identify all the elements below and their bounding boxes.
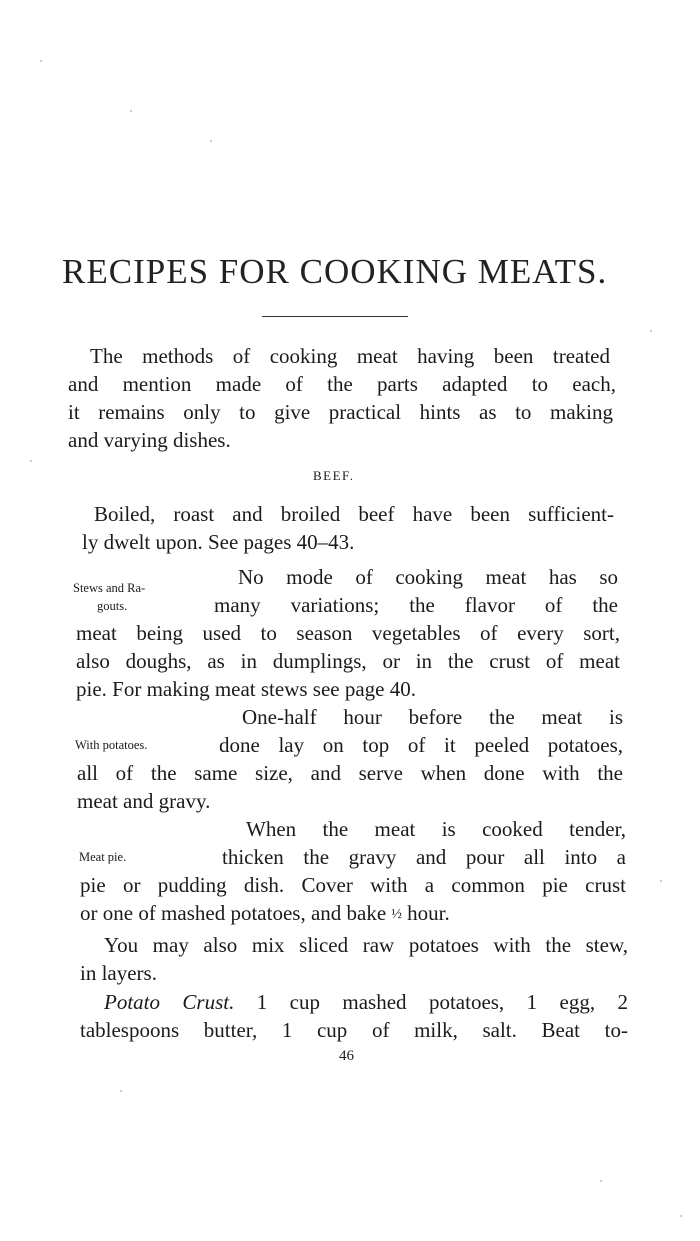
intro-line-4: and varying dishes. <box>68 428 231 452</box>
pie-line-1: When the meat is cooked tender, <box>246 817 626 841</box>
sidenote-with-potatoes: With potatoes. <box>75 738 148 752</box>
stews-line-2: many variations; the flavor of the <box>214 593 618 617</box>
paper-speck <box>30 460 32 462</box>
stews-line-4: also doughs, as in dumplings, or in the crust of meat <box>76 649 620 673</box>
paper-speck <box>650 330 652 332</box>
crust-line-1 <box>104 988 628 1016</box>
half-fraction: ½ <box>391 907 402 922</box>
intro-line-2: and mention made of the parts adapted to each, <box>68 372 616 396</box>
title-rule <box>262 316 408 317</box>
stews-line-5: pie. For making meat stews see page 40. <box>76 677 416 701</box>
beef-line-1: Boiled, roast and broiled beef have been sufficient- <box>94 502 614 526</box>
paper-speck <box>130 110 132 112</box>
paper-speck <box>680 1215 682 1217</box>
sidenote-stews-1: Stews and Ra- <box>73 581 146 595</box>
layers-line-2: in layers. <box>80 961 157 985</box>
pie-line-2: thicken the gravy and pour all into a <box>222 845 626 869</box>
beef-line-2: ly dwelt upon. See pages 40–43. <box>82 530 355 554</box>
pie-line-4-end: hour. <box>401 901 450 925</box>
pie-line-3: pie or pudding dish. Cover with a common pie crust <box>80 873 626 897</box>
potatoes-line-4: meat and gravy. <box>77 789 211 813</box>
intro-line-3: it remains only to give practical hints as to making <box>68 400 613 424</box>
paper-speck <box>210 140 212 142</box>
sidenote-meat-pie: Meat pie. <box>79 850 127 864</box>
crust-line-2: tablespoons butter, 1 cup of milk, salt. Beat to- <box>80 1018 628 1042</box>
paper-speck <box>660 880 662 882</box>
intro-line-1: The methods of cooking meat having been treated <box>90 344 610 368</box>
potatoes-line-1: One-half hour before the meat is <box>242 705 623 729</box>
potatoes-line-3: all of the same size, and serve when done with the <box>77 761 623 785</box>
paper-speck <box>40 60 42 62</box>
page-number: 46 <box>339 1048 354 1064</box>
potatoes-line-2: done lay on top of it peeled potatoes, <box>219 733 623 757</box>
pie-line-4-text: or one of mashed potatoes, and bake <box>80 901 392 925</box>
pie-line-4 <box>80 899 450 929</box>
stews-line-1: No mode of cooking meat has so <box>238 565 618 589</box>
stews-line-3: meat being used to season vegetables of every sort, <box>76 621 620 645</box>
paper-speck <box>600 1180 602 1182</box>
crust-line-1-text: 1 cup mashed potatoes, 1 egg, 2 <box>234 990 628 1014</box>
layers-line-1: You may also mix sliced raw potatoes with the stew, <box>104 933 628 957</box>
sidenote-stews-2: gouts. <box>97 599 128 613</box>
section-heading: BEEF. <box>313 468 355 483</box>
page-title: RECIPES FOR COOKING MEATS. <box>62 252 608 291</box>
paper-speck <box>120 1090 122 1092</box>
crust-label: Potato Crust. <box>104 990 235 1014</box>
